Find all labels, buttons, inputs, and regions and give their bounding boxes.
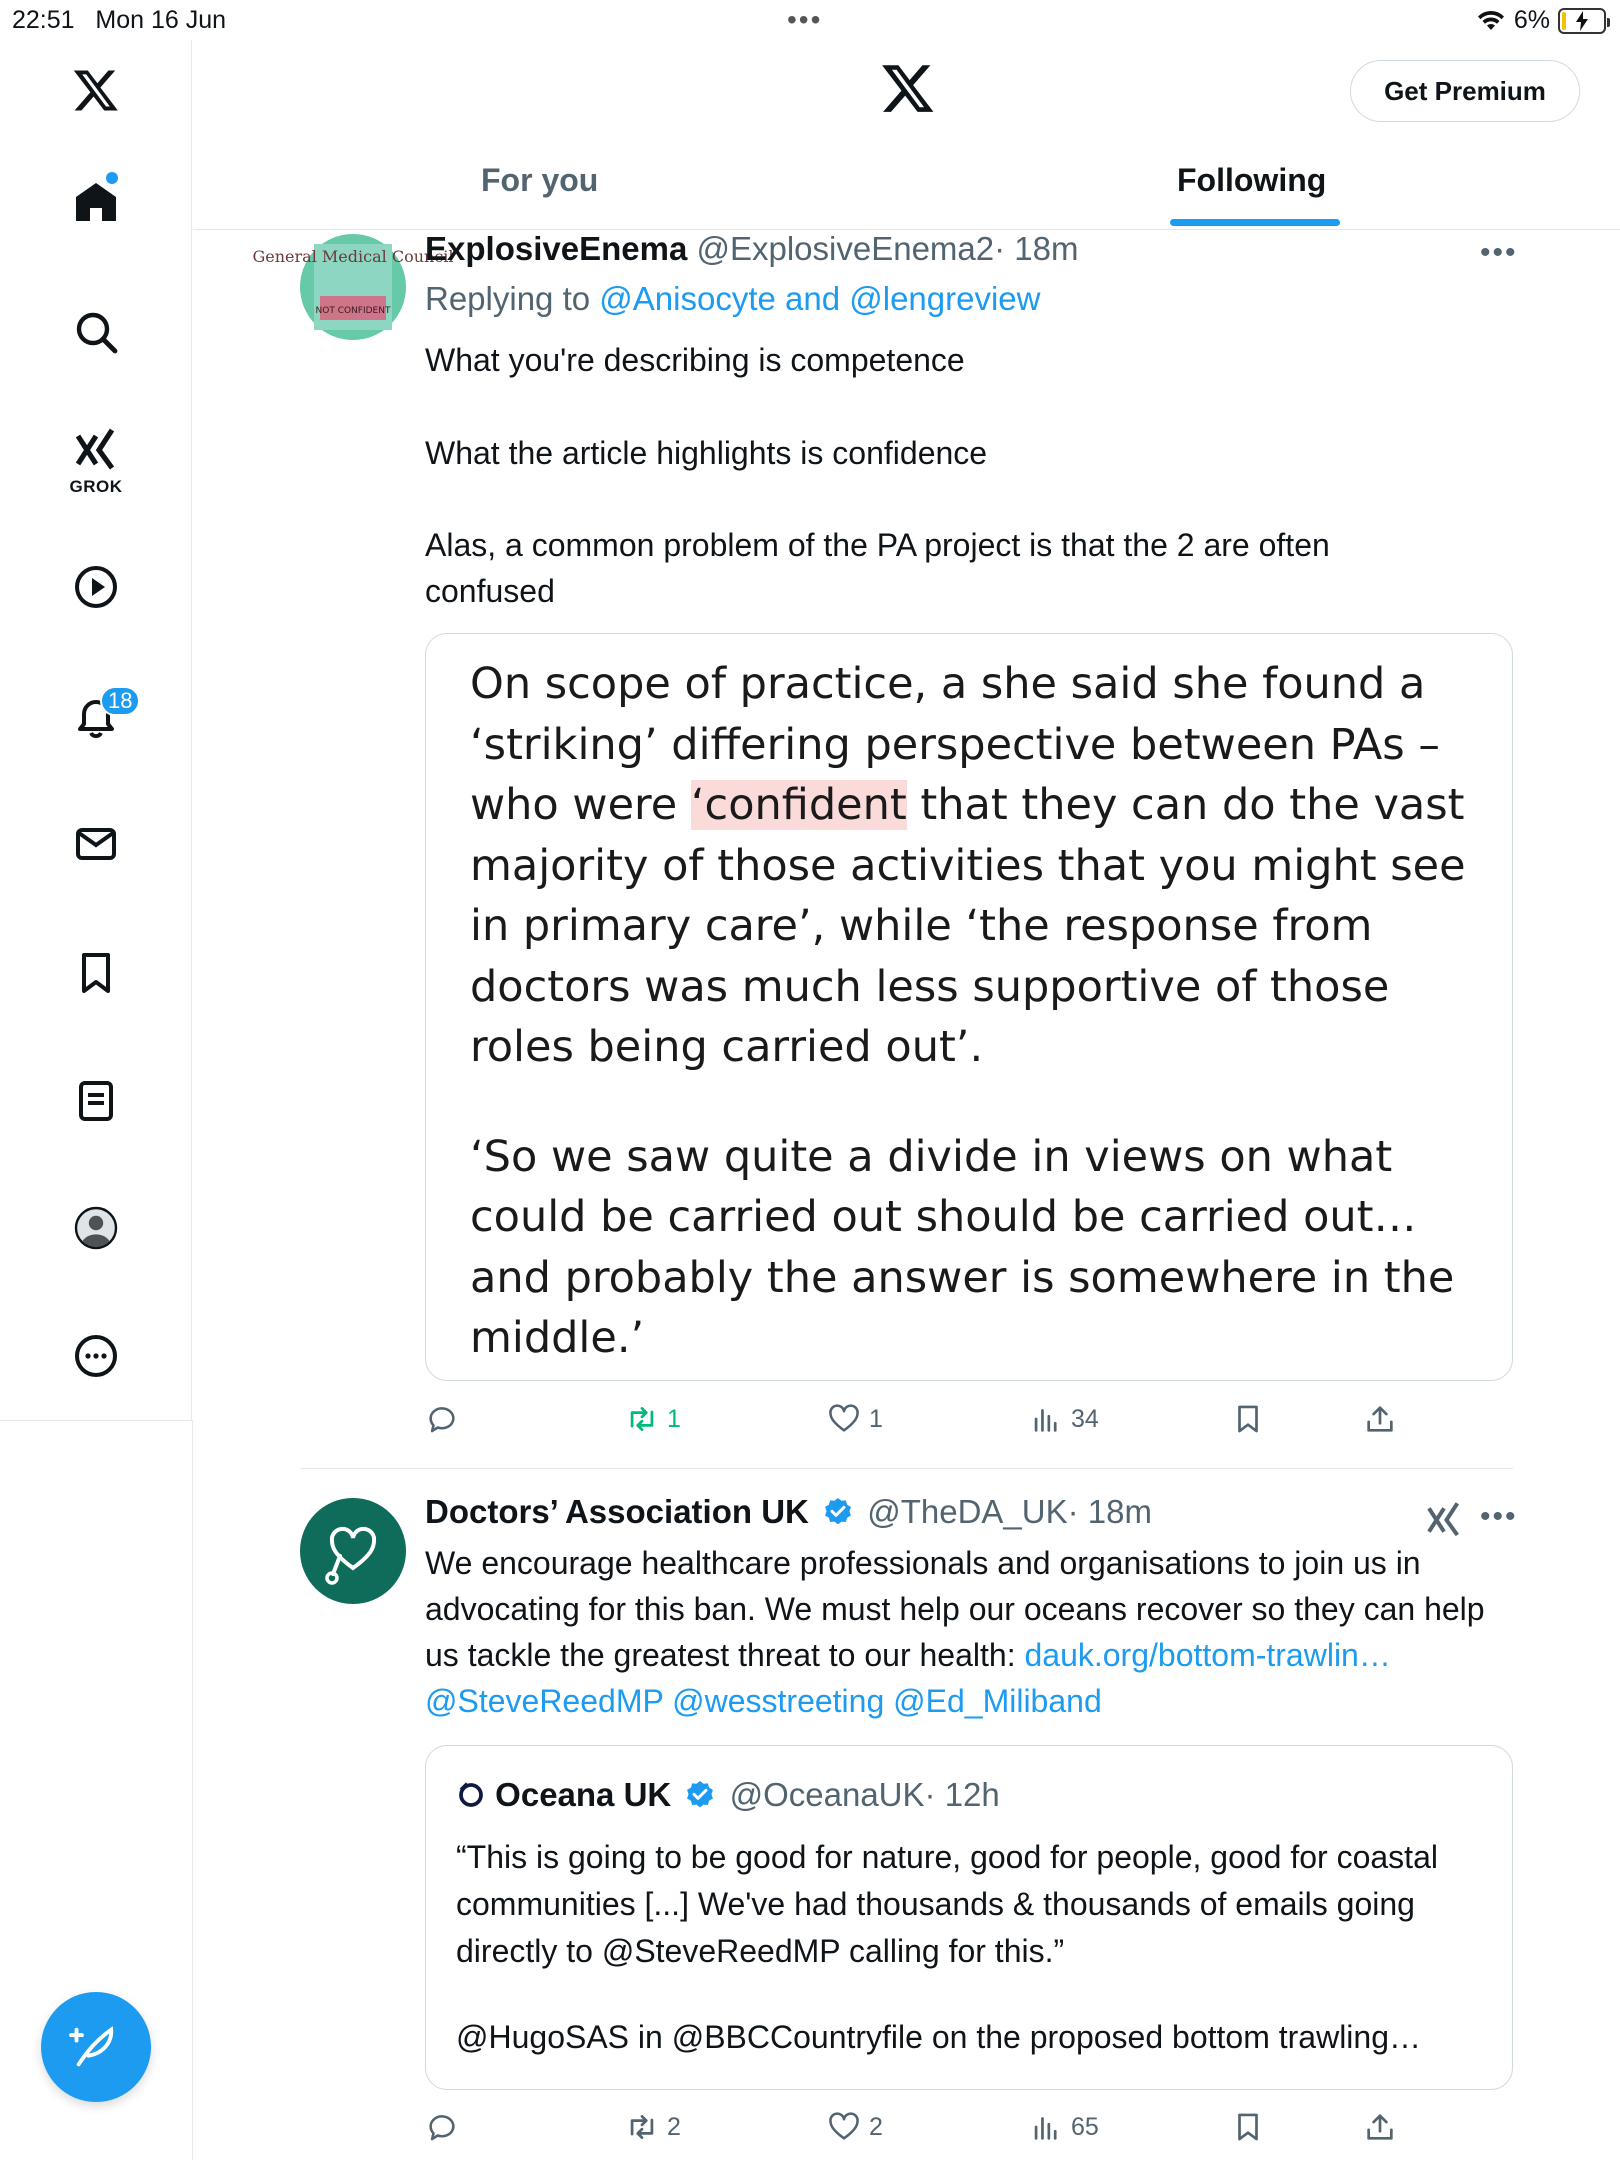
lists-icon[interactable] — [66, 1071, 126, 1131]
tweet-author-avatar[interactable] — [252, 234, 454, 340]
reply-icon — [425, 1402, 459, 1436]
views-chart-icon — [1029, 2110, 1063, 2144]
replying-to-handles[interactable]: @Anisocyte and @lengreview — [599, 280, 1041, 317]
views-chart-icon — [1029, 1402, 1063, 1436]
grok-explain-icon[interactable] — [1424, 1500, 1464, 1540]
tweet-time[interactable]: · 18m — [1067, 1493, 1152, 1530]
article-screenshot-text — [470, 654, 1480, 1369]
views-count: 34 — [1071, 1404, 1099, 1433]
like-count: 2 — [869, 2112, 883, 2141]
tweet-action-bar — [425, 2110, 1425, 2150]
like-button[interactable] — [827, 2110, 883, 2144]
heart-icon — [827, 2110, 861, 2144]
x-logo-icon[interactable] — [66, 60, 126, 120]
quoted-tweet-text: “This is going to be good for nature, good for people, good for coastal communities [...] We've had thousands & thousands of emails going directly to @SteveReedMP calling for this.” — [456, 1839, 1438, 1969]
grok-label: GROK — [69, 477, 123, 496]
bookmark-button[interactable] — [1231, 2110, 1265, 2144]
grok-icon[interactable] — [66, 420, 126, 480]
retweet-count: 2 — [667, 2112, 681, 2141]
tweet-author-name[interactable]: Doctors’ Association UK — [425, 1493, 809, 1530]
like-count: 1 — [869, 1404, 883, 1433]
active-tab-indicator — [1170, 219, 1340, 226]
status-indicators — [1476, 6, 1606, 35]
notification-badge: 18 — [100, 686, 140, 716]
status-bar — [0, 0, 1620, 40]
tweet-author-avatar[interactable] — [300, 1498, 406, 1604]
retweet-icon — [625, 1402, 659, 1436]
compose-feather-icon — [70, 2021, 122, 2073]
wifi-icon — [1476, 9, 1506, 33]
bookmark-icon — [1231, 1402, 1265, 1436]
quoted-tweet[interactable] — [425, 1745, 1513, 2090]
verified-badge-icon — [822, 1496, 854, 1528]
heart-icon — [827, 1402, 861, 1436]
share-icon — [1363, 1402, 1397, 1436]
article-paragraph: ‘So we saw quite a divide in views on what could be carried out should be carried out… and probably the answer is somewhere in the middle.’ — [470, 1131, 1455, 1363]
tweet-text-line: What you're describing is competence — [425, 342, 965, 378]
views-count: 65 — [1071, 2112, 1099, 2141]
tweet-text-line: What the article highlights is confidence — [425, 435, 988, 471]
reply-button[interactable] — [425, 1402, 459, 1436]
tweet-header — [425, 1493, 1152, 1531]
share-button[interactable] — [1363, 1402, 1397, 1436]
retweet-button[interactable] — [625, 1402, 681, 1436]
timeline-tabs — [193, 150, 1620, 230]
avatar-stamp-text: NOT CONFIDENT — [315, 306, 391, 316]
quoted-author-name: Oceana UK — [495, 1776, 672, 1813]
tweet-media-image[interactable] — [425, 633, 1513, 1381]
status-time: 22:51 Mon 16 Jun — [12, 6, 227, 34]
messages-envelope-icon[interactable] — [66, 814, 126, 874]
verified-badge-icon — [684, 1779, 716, 1811]
header-x-logo-icon[interactable] — [880, 60, 936, 116]
tweet-text-line: Alas, a common problem of the PA project is that the 2 are often confused — [425, 527, 1330, 609]
oceana-logo-icon — [456, 1780, 486, 1810]
tweet-body: We encourage healthcare professionals and organisations to join us in advocating for this ban. We must help our oceans recover so they can help us tackle the greatest threat to our health: dauk.org/bottom-trawlin… @SteveReedMP @wesstreeting @Ed_Miliband — [425, 1545, 1485, 1719]
sidebar-divider — [0, 1420, 192, 1421]
tweet-header — [425, 230, 1078, 268]
reply-icon — [425, 2110, 459, 2144]
quoted-author-handle: @OceanaUK — [729, 1776, 925, 1813]
tweet-author-handle[interactable]: @ExplosiveEnema2 — [696, 230, 995, 267]
tweet-time[interactable]: · 18m — [994, 230, 1079, 267]
multitask-dots[interactable]: ••• — [787, 4, 823, 35]
battery-icon — [1558, 8, 1606, 34]
tab-for-you[interactable]: For you — [481, 162, 599, 198]
get-premium-button[interactable]: Get Premium — [1350, 60, 1580, 122]
share-button[interactable] — [1363, 2110, 1397, 2144]
highlighted-word: ‘confident — [690, 780, 907, 830]
quoted-tweet-text: @HugoSAS in @BBCCountryfile on the proposed bottom trawling… — [456, 2019, 1421, 2055]
tweet-links[interactable]: dauk.org/bottom-trawlin… @SteveReedMP @wesstreeting @Ed_Miliband — [425, 1637, 1391, 1719]
retweet-count: 1 — [667, 1404, 681, 1433]
tweet-more-options-icon[interactable]: ••• — [1480, 236, 1518, 269]
profile-avatar-icon[interactable] — [66, 1198, 126, 1258]
search-icon[interactable] — [66, 302, 126, 362]
compose-post-button[interactable] — [41, 1992, 151, 2102]
views-button[interactable] — [1029, 2110, 1099, 2144]
video-play-icon[interactable] — [66, 557, 126, 617]
tweet-author-handle[interactable]: @TheDA_UK — [867, 1493, 1068, 1530]
bookmark-button[interactable] — [1231, 1402, 1265, 1436]
tweet-author-name[interactable]: ExplosiveEnema — [425, 230, 688, 267]
tweet-more-options-icon[interactable]: ••• — [1480, 1500, 1518, 1533]
tab-following[interactable]: Following — [1177, 162, 1327, 198]
home-unread-dot — [106, 172, 118, 184]
battery-percent: 6% — [1513, 6, 1550, 34]
views-button[interactable] — [1029, 1402, 1099, 1436]
retweet-icon — [625, 2110, 659, 2144]
avatar-gmc-text: General Medical Council — [252, 247, 454, 266]
like-button[interactable] — [827, 1402, 883, 1436]
more-options-icon[interactable] — [66, 1326, 126, 1386]
sidebar-edge — [192, 1420, 193, 2160]
quoted-tweet-time: · 12h — [924, 1776, 1000, 1813]
reply-button[interactable] — [425, 2110, 459, 2144]
share-icon — [1363, 2110, 1397, 2144]
replying-to: Replying to @Anisocyte and @lengreview — [425, 280, 1041, 317]
bookmarks-icon[interactable] — [66, 943, 126, 1003]
tweet-divider — [300, 1468, 1513, 1469]
quoted-tweet-header — [456, 1776, 1000, 1814]
tweet-action-bar — [425, 1402, 1425, 1442]
retweet-button[interactable] — [625, 2110, 681, 2144]
article-paragraph: On scope of practice, a she said she found a ‘striking’ differing perspective between PAs – who were ‘confident that they can do the vast majority of those activities that you might see in primary care’, while ‘the response from doctors was much less supportive of those roles being carried out’. — [470, 659, 1466, 1072]
bookmark-icon — [1231, 2110, 1265, 2144]
